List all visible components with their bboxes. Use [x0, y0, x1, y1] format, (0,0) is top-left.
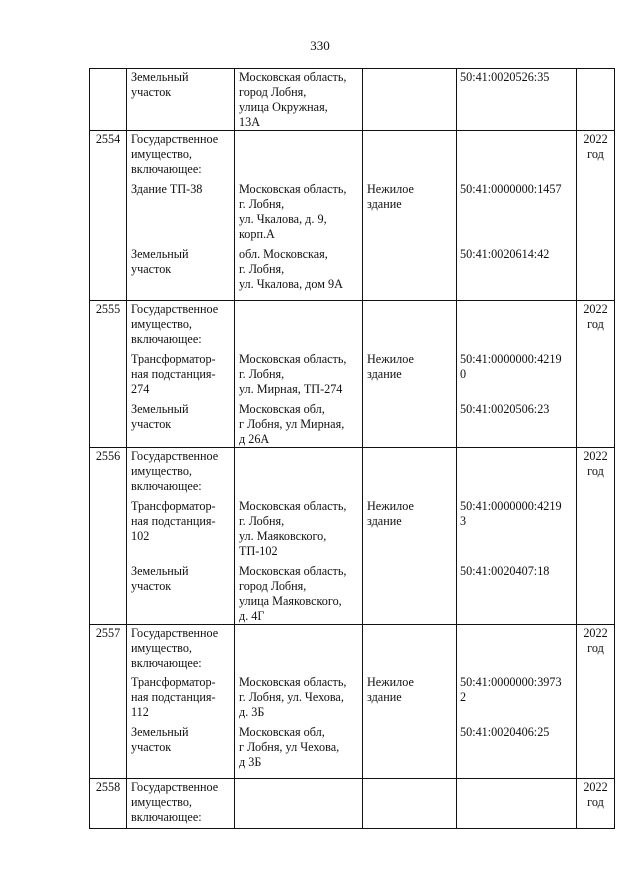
year-cell: 2022 год [577, 448, 615, 625]
object-name-cell: Здание ТП-38 [127, 181, 235, 246]
purpose-cell: Нежилое здание [363, 351, 457, 401]
year-cell [577, 69, 615, 131]
table-row [90, 674, 615, 724]
purpose-cell: Нежилое здание [363, 498, 457, 563]
address-cell: Московская область, г. Лобня, ул. Мирная, ТП-274 [235, 351, 363, 401]
object-name-cell: Трансформатор- ная подстанция- 112 [127, 674, 235, 724]
object-name-cell: Государственное имущество, включающее: [127, 301, 235, 351]
cadastral-number-cell: 50:41:0020407:18 [457, 563, 577, 625]
entry-number-cell: 2558 [90, 778, 127, 828]
cadastral-number-cell [457, 448, 577, 498]
purpose-cell [363, 301, 457, 351]
purpose-cell [363, 69, 457, 131]
object-name-cell: Земельный участок [127, 246, 235, 301]
table-row [90, 246, 615, 301]
object-name-cell: Земельный участок [127, 724, 235, 778]
address-cell [235, 131, 363, 181]
table-row [90, 181, 615, 246]
entry-number-cell: 2554 [90, 131, 127, 301]
entry-number-cell: 2556 [90, 448, 127, 625]
cadastral-number-cell: 50:41:0020506:23 [457, 401, 577, 448]
table-row [90, 351, 615, 401]
table-row [90, 448, 615, 498]
object-name-cell: Государственное имущество, включающее: [127, 778, 235, 828]
object-name-cell: Государственное имущество, включающее: [127, 131, 235, 181]
object-name-cell: Земельный участок [127, 69, 235, 131]
object-name-cell: Трансформатор- ная подстанция- 274 [127, 351, 235, 401]
address-cell: Московская область, город Лобня, улица Маяковского, д. 4Г [235, 563, 363, 625]
cadastral-number-cell: 50:41:0000000:4219 0 [457, 351, 577, 401]
purpose-cell [363, 448, 457, 498]
year-cell: 2022 год [577, 778, 615, 828]
table-row [90, 131, 615, 181]
object-name-cell: Трансформатор- ная подстанция- 102 [127, 498, 235, 563]
address-cell: Московская обл, г Лобня, ул Чехова, д 3Б [235, 724, 363, 778]
cadastral-number-cell: 50:41:0020406:25 [457, 724, 577, 778]
page-number: 330 [310, 38, 330, 53]
property-register-table [89, 68, 615, 829]
entry-number-cell [90, 69, 127, 131]
address-cell: обл. Московская, г. Лобня, ул. Чкалова, дом 9А [235, 246, 363, 301]
cadastral-number-cell: 50:41:0020526:35 [457, 69, 577, 131]
address-cell: Московская область, г. Лобня, ул. Чкалова, д. 9, корп.А [235, 181, 363, 246]
table-row [90, 498, 615, 563]
address-cell: Московская область, г. Лобня, ул. Маяковского, ТП-102 [235, 498, 363, 563]
cadastral-number-cell [457, 301, 577, 351]
address-cell: Московская область, г. Лобня, ул. Чехова, д. 3Б [235, 674, 363, 724]
address-cell [235, 448, 363, 498]
cadastral-number-cell: 50:41:0020614:42 [457, 246, 577, 301]
object-name-cell: Государственное имущество, включающее: [127, 624, 235, 674]
cadastral-number-cell [457, 131, 577, 181]
purpose-cell [363, 724, 457, 778]
object-name-cell: Государственное имущество, включающее: [127, 448, 235, 498]
cadastral-number-cell: 50:41:0000000:4219 3 [457, 498, 577, 563]
purpose-cell [363, 624, 457, 674]
object-name-cell: Земельный участок [127, 563, 235, 625]
address-cell: Московская обл, г Лобня, ул Мирная, д 26А [235, 401, 363, 448]
address-cell [235, 778, 363, 828]
cadastral-number-cell: 50:41:0000000:1457 [457, 181, 577, 246]
purpose-cell [363, 563, 457, 625]
address-cell: Московская область, город Лобня, улица Окружная, 13А [235, 69, 363, 131]
purpose-cell [363, 131, 457, 181]
cadastral-number-cell [457, 624, 577, 674]
table-row [90, 301, 615, 351]
cadastral-number-cell [457, 778, 577, 828]
address-cell [235, 624, 363, 674]
table-row [90, 563, 615, 625]
purpose-cell [363, 778, 457, 828]
year-cell: 2022 год [577, 624, 615, 778]
purpose-cell: Нежилое здание [363, 674, 457, 724]
table-row [90, 724, 615, 778]
table-row [90, 624, 615, 674]
year-cell: 2022 год [577, 131, 615, 301]
purpose-cell [363, 246, 457, 301]
cadastral-number-cell: 50:41:0000000:3973 2 [457, 674, 577, 724]
purpose-cell: Нежилое здание [363, 181, 457, 246]
entry-number-cell: 2555 [90, 301, 127, 448]
table-row [90, 401, 615, 448]
table-row [90, 778, 615, 828]
address-cell [235, 301, 363, 351]
object-name-cell: Земельный участок [127, 401, 235, 448]
purpose-cell [363, 401, 457, 448]
table-row [90, 69, 615, 131]
year-cell: 2022 год [577, 301, 615, 448]
entry-number-cell: 2557 [90, 624, 127, 778]
